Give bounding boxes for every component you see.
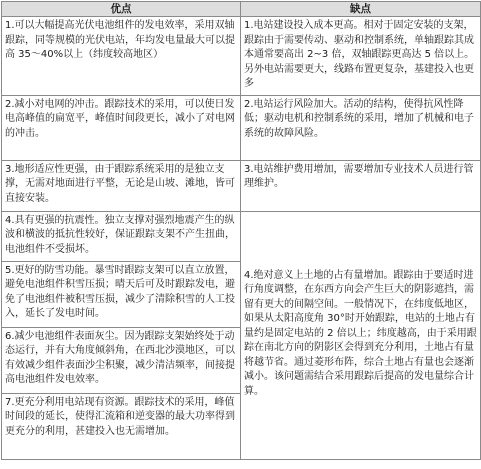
pro-cell: 3.地形适应性更强，由于跟踪系统采用的是独立支撑，无需对地面进行平整，无论是山坡、滩地，皆可直接安装。 [2, 160, 241, 211]
pros-cons-table [1, 1, 481, 460]
pro-cell: 2.减小对电网的冲击。跟踪技术的采用，可以使日发电高峰值的扁宽平，峰值时间段更长，减小了对电网的冲击。 [2, 95, 241, 160]
table-row [2, 95, 481, 160]
pro-cell: 4.具有更强的抗震性。独立支撑对强烈地震产生的纵波和横波的抵抗性较好，保证跟踪支架不产生扭曲，电池组件不受损坏。 [2, 211, 241, 261]
table-row [2, 17, 481, 96]
table-row [2, 211, 481, 261]
con-cell-merged: 4.绝对意义上土地的占有量增加。跟踪由于要适时进行角度调整，在东西方向会产生巨大的阴影遮挡，需留有更大的间隔空间。一般情况下，在纬度低地区，如果从太阳高度角 30°时开始跟踪，电站的土地占有量约是固定电站的 2 倍以上；纬度越高，由于采用跟踪在南北方向的阴影区会得到充分利用，土地占有量将越节省。通过菱形布阵，综合土地占有量也会逐渐减小。该问题需结合采用跟踪后提高的发电量综合计算。 [241, 211, 481, 459]
pros-header: 优点 [2, 2, 241, 17]
pro-cell: 5.更好的防雪功能。暴雪时跟踪支架可以直立放置，避免电池组件积雪压损；晴天后可及时跟踪发电，避免了电池组件被积雪压损，减少了清除积雪的人工投入，延长了发电时间。 [2, 261, 241, 327]
pro-cell: 7.更充分利用电站现有资源。跟踪技术的采用，峰值时间段的延长，使得汇流箱和逆变器的最大功率得到更充分的利用，甚建投入也无需增加。 [2, 393, 241, 459]
con-cell: 2.电站运行风险加大。活动的结构，使得抗风性降低；驱动电机和控制系统的采用，增加了机械和电子系统的故障风险。 [241, 95, 481, 160]
con-cell: 3.电站维护费用增加，需要增加专业技术人员进行管理维护。 [241, 160, 481, 211]
con-cell: 1.电站建设投入成本更高。相对于固定安装的支架，跟踪由于需要传动、驱动和控制系统，单轴跟踪其成本通常要高出 2~3 倍，双轴跟踪更高达 5 倍以上。另外电站需要更大，线路布置更复杂，基建投入也更多 [241, 17, 481, 96]
cons-header: 缺点 [241, 2, 481, 17]
pro-cell: 1.可以大幅提高光伏电池组件的发电效率，采用双轴跟踪，同等规模的光伏电站，年均发电量最大可以提高 35～40%以上（纬度较高地区） [2, 17, 241, 96]
table-row [2, 160, 481, 211]
table-header-row [2, 2, 481, 17]
pro-cell: 6.减少电池组件表面灰尘。因为跟踪支架始终处于动态运行，并有大角度倾斜角，在西北沙漠地区，可以有效减少组件表面沙尘积聚，减少清洁频率，间接提高电池组件发电效率。 [2, 327, 241, 393]
